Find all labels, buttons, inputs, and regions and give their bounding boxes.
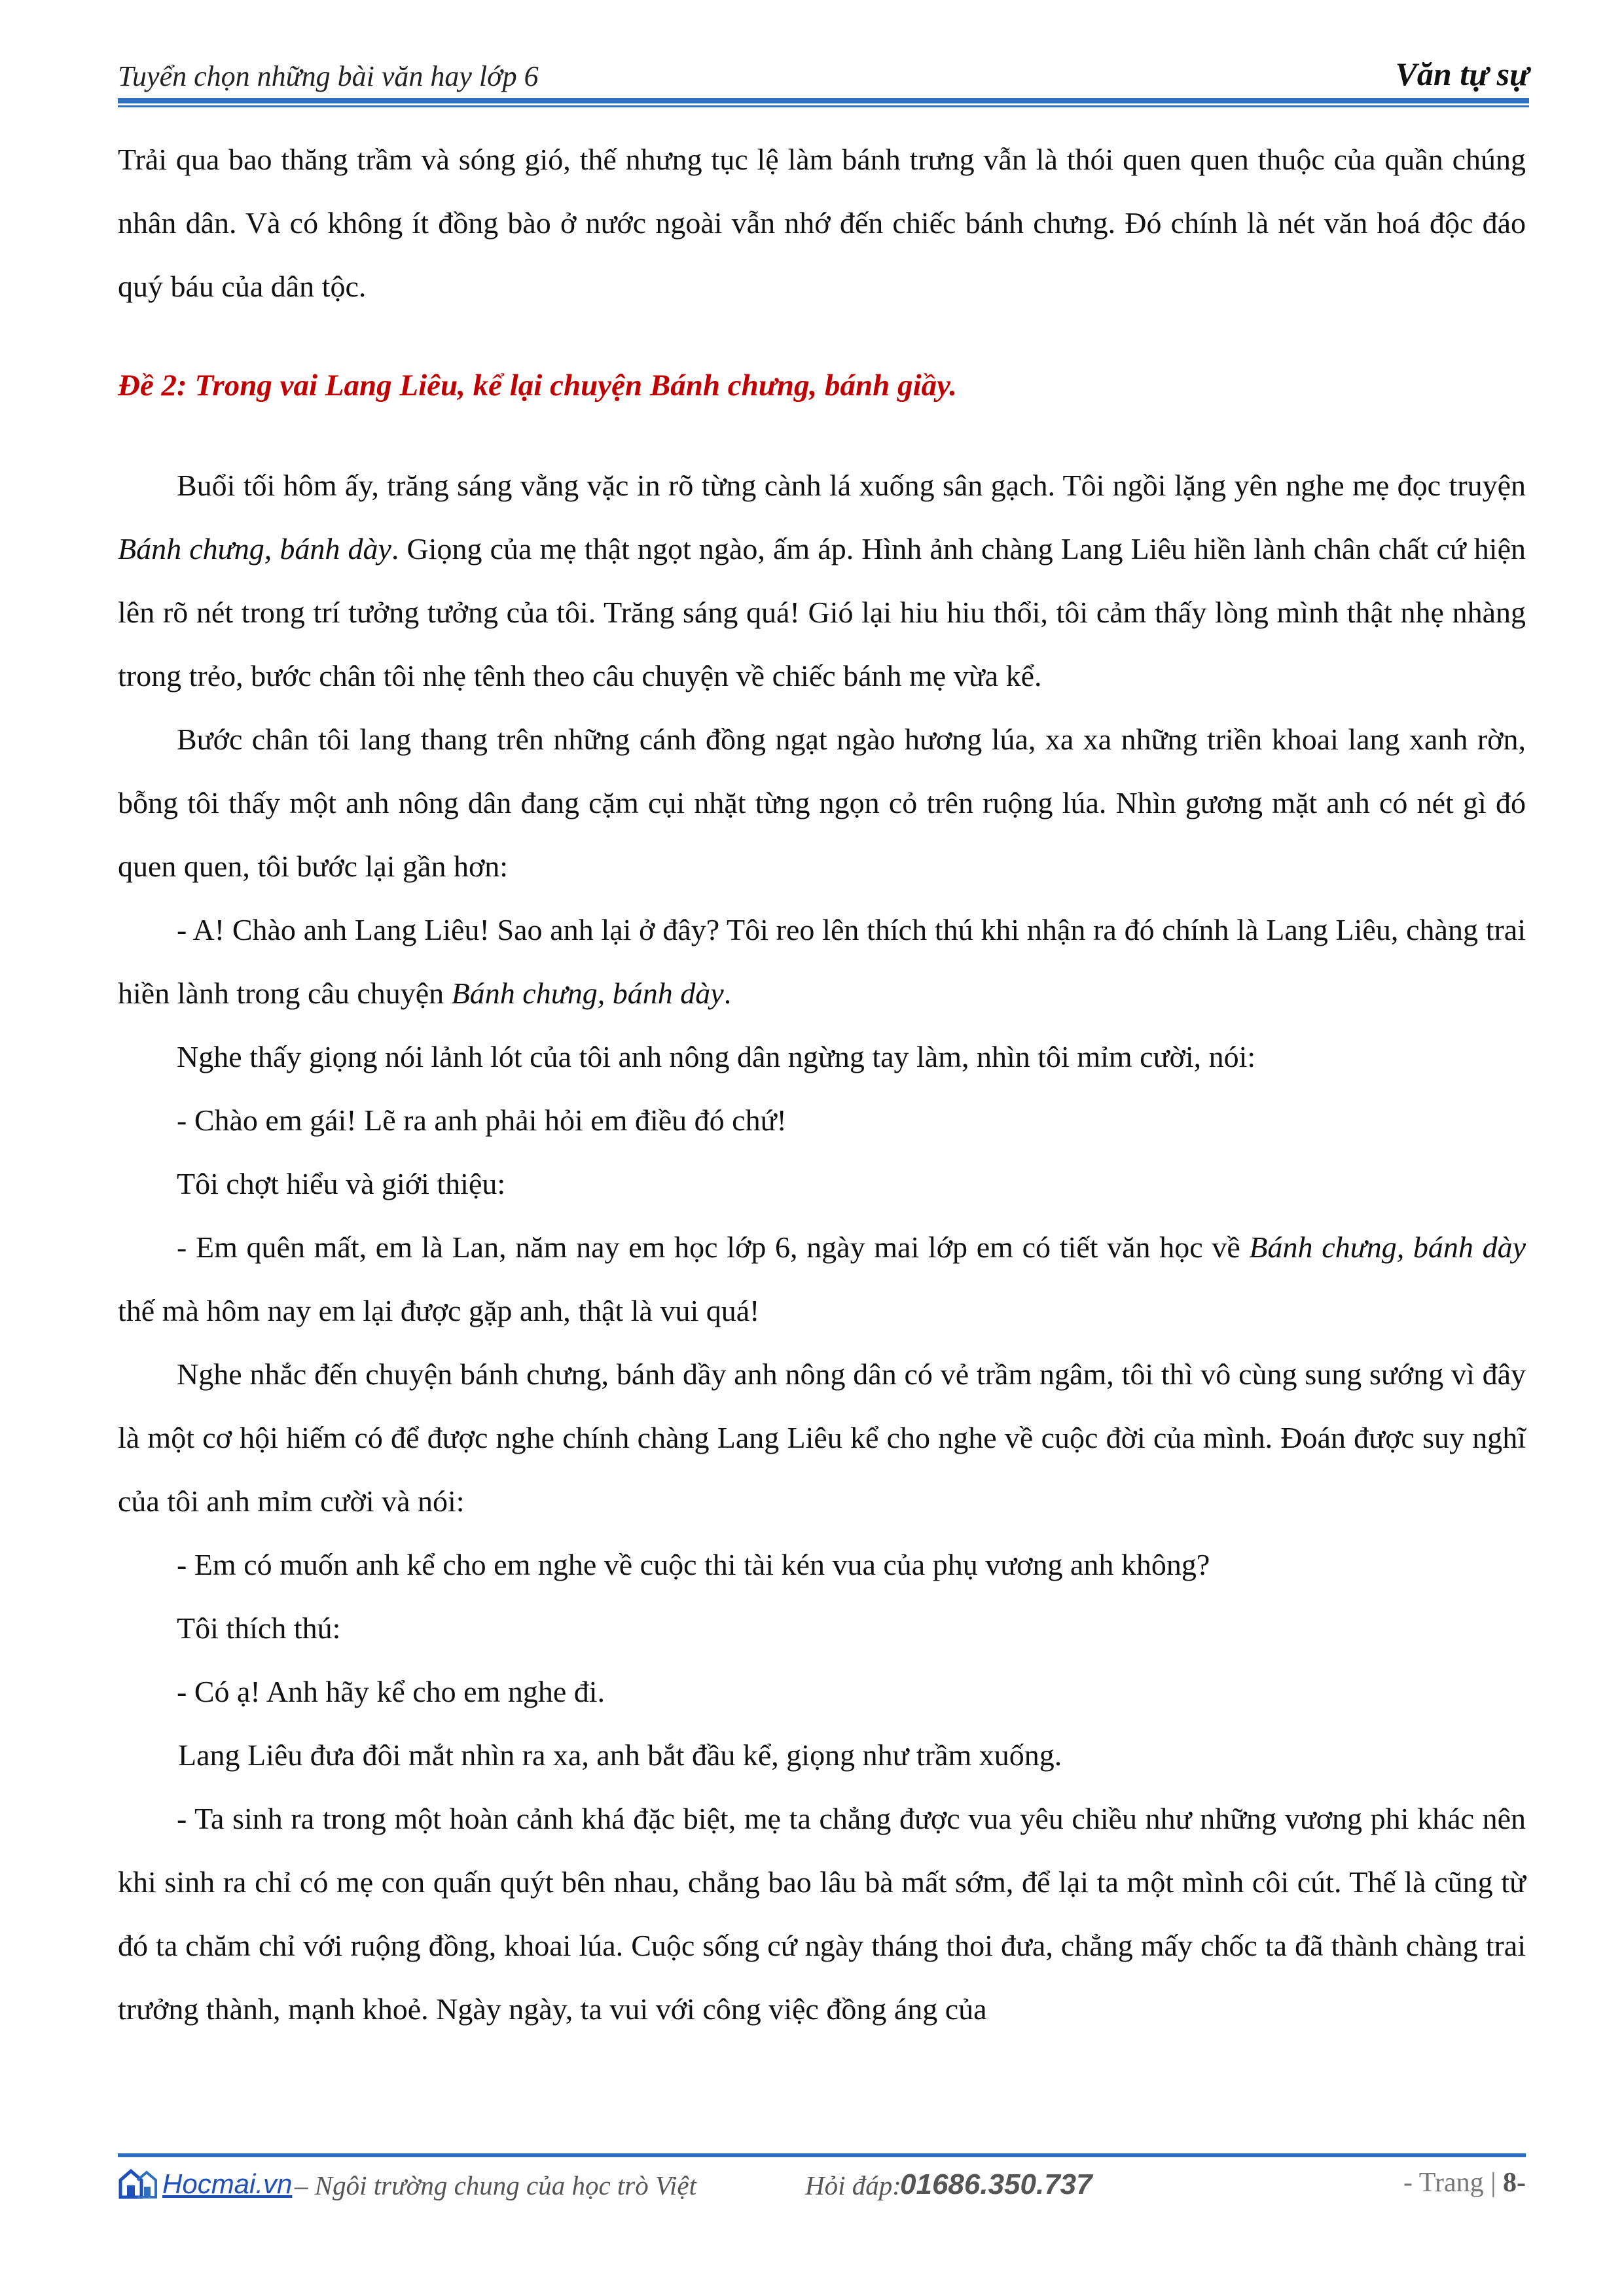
paragraph-1-text-a: Buổi tối hôm ấy, trăng sáng vằng vặc in rõ từng cành lá xuống sân gạch. Tôi ngồi lặng yên nghe mẹ đọc truyện [177, 469, 1526, 502]
section-title: Văn tự sự [1395, 56, 1529, 92]
paragraph-5: - Chào em gái! Lẽ ra anh phải hỏi em điều đó chứ! [177, 1103, 787, 1137]
page-header [118, 46, 1529, 98]
document-title: Tuyển chọn những bài văn hay lớp 6 [118, 60, 539, 92]
paragraph-2: Bước chân tôi lang thang trên những cánh đồng ngạt ngào hương lúa, xa xa những triền khoai lang xanh rờn, bỗng tôi thấy một anh nông dân đang cặm cụi nhặt từng ngọn cỏ trên ruộng lúa. Nhìn gương mặt anh có nét gì đó quen quen, tôi bước lại gần hơn: [118, 723, 1526, 883]
page-prefix: - Trang | [1403, 2168, 1496, 2198]
paragraph-13: - Ta sinh ra trong một hoàn cảnh khá đặc biệt, mẹ ta chẳng được vua yêu chiều như những vương phi khác nên khi sinh ra chỉ có mẹ con quấn quýt bên nhau, chẳng bao lâu bà mất sớm, để lại ta một mình côi cút. Thế là cũng từ đó ta chăm chỉ với ruộng đồng, khoai lúa. Cuộc sống cứ ngày tháng thoi đưa, chẳng mấy chốc ta đã thành chàng trai trưởng thành, mạnh khoẻ. Ngày ngày, ta vui với công việc đồng áng của [118, 1802, 1526, 2026]
page-number [1403, 2167, 1526, 2198]
page-body [118, 128, 1526, 2041]
paragraph-10: Tôi thích thú: [177, 1611, 341, 1645]
site-link[interactable]: Hocmai.vn [162, 2168, 293, 2199]
hocmai-logo-icon [118, 2167, 158, 2201]
essay-heading: Đề 2: Trong vai Lang Liêu, kể lại chuyện Bánh chưng, bánh giầy. [118, 368, 957, 403]
paragraph-3-text-a: - A! Chào anh Lang Liêu! Sao anh lại ở đây? Tôi reo lên thích thú khi nhận ra đó chính là Lang Liêu, chàng trai hiền lành trong câu chuyện [118, 913, 1526, 1010]
hotline-label: Hỏi đáp: [805, 2170, 901, 2200]
footer-divider [118, 2153, 1526, 2157]
paragraph-6: Tôi chợt hiểu và giới thiệu: [177, 1167, 506, 1200]
paragraph-7-title: Bánh chưng, bánh dày [1249, 1230, 1526, 1264]
header-divider-thin [118, 105, 1529, 107]
paragraph-1-text-c: . Giọng của mẹ thật ngọt ngào, ấm áp. Hình ảnh chàng Lang Liêu hiền lành chân chất cứ hiện lên rõ nét trong trí tưởng tưởng của tôi. Trăng sáng quá! Gió lại hiu hiu thổi, tôi cảm thấy lòng mình thật nhẹ nhàng trong trẻo, bước chân tôi nhẹ tênh theo câu chuyện về chiếc bánh mẹ vừa kể. [118, 532, 1526, 692]
page-footer [118, 2163, 1526, 2215]
intro-paragraph: Trải qua bao thăng trầm và sóng gió, thế nhưng tục lệ làm bánh trưng vẫn là thói quen quen thuộc của quần chúng nhân dân. Và có không ít đồng bào ở nước ngoài vẫn nhớ đến chiếc bánh chưng. Đó chính là nét văn hoá độc đáo quý báu của dân tộc. [118, 143, 1526, 303]
paragraph-1 [118, 454, 1526, 708]
site-slogan: – Ngôi trường chung của học trò Việt [295, 2170, 696, 2200]
paragraph-3-title: Bánh chưng, bánh dày [451, 977, 724, 1010]
paragraph-3-text-c: . [723, 977, 732, 1010]
paragraph-9: - Em có muốn anh kể cho em nghe về cuộc thi tài kén vua của phụ vương anh không? [177, 1548, 1210, 1581]
header-divider [118, 98, 1529, 103]
paragraph-4: Nghe thấy giọng nói lảnh lót của tôi anh nông dân ngừng tay làm, nhìn tôi mỉm cười, nói: [177, 1040, 1256, 1073]
paragraph-1-title: Bánh chưng, bánh dày [118, 532, 391, 565]
paragraph-11: - Có ạ! Anh hãy kể cho em nghe đi. [177, 1675, 605, 1708]
page-number-value: 8- [1503, 2168, 1526, 2198]
paragraph-7-text-a: - Em quên mất, em là Lan, năm nay em học lớp 6, ngày mai lớp em có tiết văn học về [177, 1230, 1250, 1264]
paragraph-7-text-c: thế mà hôm nay em lại được gặp anh, thật là vui quá! [118, 1294, 760, 1327]
paragraph-12: Lang Liêu đưa đôi mắt nhìn ra xa, anh bắt đầu kể, giọng như trầm xuống. [178, 1738, 1062, 1772]
paragraph-8: Nghe nhắc đến chuyện bánh chưng, bánh dầy anh nông dân có vẻ trầm ngâm, tôi thì vô cùng sung sướng vì đây là một cơ hội hiếm có để được nghe chính chàng Lang Liêu kể cho nghe về cuộc đời của mình. Đoán được suy nghĩ của tôi anh mỉm cười và nói: [118, 1357, 1526, 1518]
hotline-number: 01686.350.737 [900, 2168, 1092, 2200]
paragraph-7 [118, 1215, 1526, 1342]
paragraph-3 [118, 898, 1526, 1025]
